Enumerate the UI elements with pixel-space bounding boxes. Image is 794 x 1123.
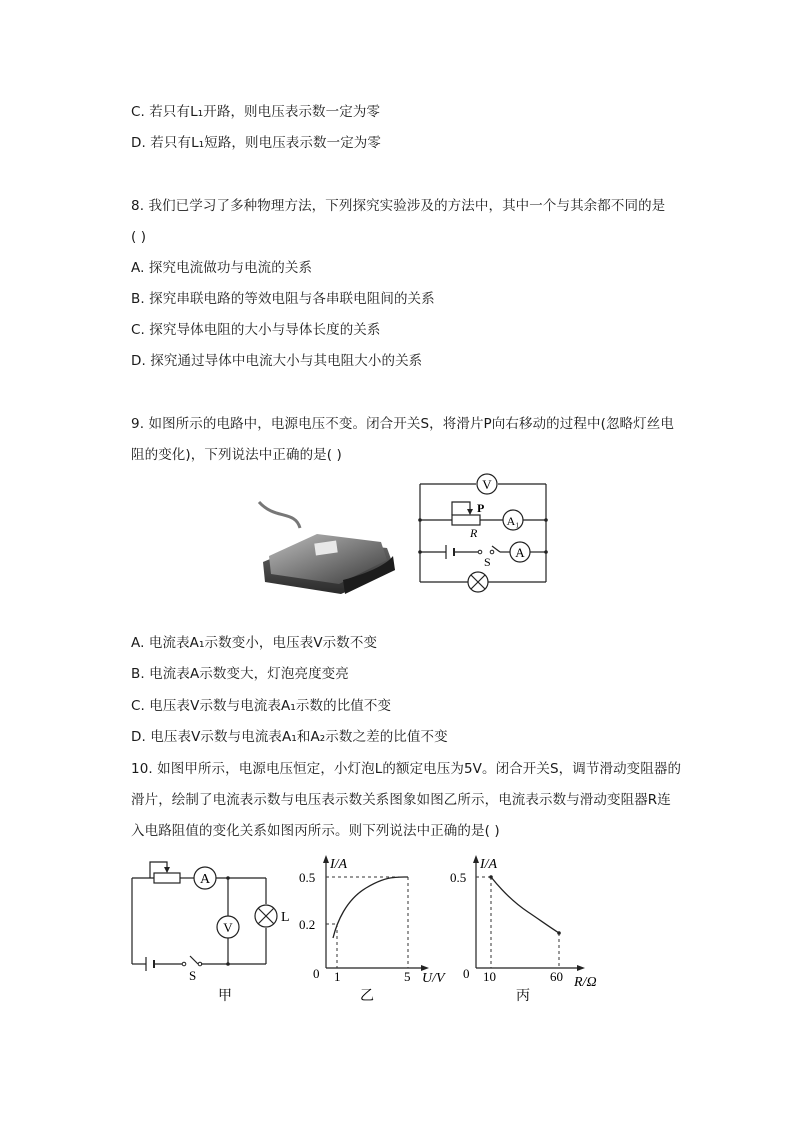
q10-yi-xtick-left: 1 <box>334 969 341 984</box>
q10-bing-ylabel: I/A <box>480 857 498 872</box>
q10-bing-caption: 丙 <box>516 988 530 1004</box>
q10-jia-voltmeter-label: V <box>223 920 233 935</box>
q10-bing-ytick-top: 0.5 <box>450 870 467 885</box>
q9-stem-line1: 9. 如图所示的电路中，电源电压不变。闭合开关S，将滑片P向右移动的过程中(忽略灯丝电 <box>131 416 674 432</box>
q10-fig-bing-graph <box>448 852 618 1007</box>
q9-ammeter-label: A <box>515 545 525 560</box>
q9-resistor-label: R <box>470 526 478 540</box>
q10-yi-origin: 0 <box>313 966 320 981</box>
q9-switch-label: S <box>484 555 491 569</box>
q10-yi-ytick-top: 0.5 <box>299 870 316 885</box>
q10-jia-lamp-label: L <box>281 910 290 925</box>
q10-bing-xlabel: R/Ω <box>574 975 597 990</box>
q9-voltmeter-label: V <box>482 477 492 492</box>
q9-option-c: C. 电压表V示数与电流表A₁示数的比值不变 <box>131 698 392 714</box>
q8-option-d: D. 探究通过导体中电流大小与其电阻大小的关系 <box>131 353 423 369</box>
q10-stem-line1: 10. 如图甲所示，电源电压恒定，小灯泡L的额定电压为5V。闭合开关S，调节滑动变阻器的 <box>131 761 682 777</box>
q8-stem-line1: 8. 我们已学习了多种物理方法，下列探究实验涉及的方法中，其中一个与其余都不同的是 <box>131 198 666 214</box>
q10-jia-ammeter-label: A <box>199 872 211 887</box>
q10-yi-xtick-right: 5 <box>404 969 411 984</box>
q8-option-a: A. 探究电流做功与电流的关系 <box>131 260 313 276</box>
q10-bing-xtick-left: 10 <box>483 969 496 984</box>
q9-ammeter1-label: A₁ <box>506 514 520 528</box>
q10-bing-xtick-right: 60 <box>550 969 563 984</box>
q10-stem-line3: 入电路阻值的变化关系如图丙所示。则下列说法中正确的是( ) <box>131 823 500 839</box>
q10-fig-yi-graph <box>296 852 456 1007</box>
q8-stem-line2: ( ) <box>131 229 147 245</box>
q10-yi-ylabel: I/A <box>330 857 348 872</box>
q10-bing-curve <box>491 877 559 933</box>
q7-option-c: C. 若只有L₁开路，则电压表示数一定为零 <box>131 104 381 120</box>
q7-option-d: D. 若只有L₁短路，则电压表示数一定为零 <box>131 135 382 151</box>
q10-bing-origin: 0 <box>463 966 470 981</box>
q9-stem-line2: 阻的变化)，下列说法中正确的是( ) <box>131 447 342 463</box>
q10-yi-curve <box>333 877 408 938</box>
q9-option-d: D. 电压表V示数与电流表A₁和A₂示数之差的比值不变 <box>131 729 448 745</box>
q10-jia-caption: 甲 <box>218 988 232 1004</box>
q10-jia-switch-label: S <box>189 968 197 983</box>
q10-yi-xlabel: U/V <box>422 971 445 986</box>
q8-option-c: C. 探究导体电阻的大小与导体长度的关系 <box>131 322 381 338</box>
q10-fig-jia-circuit <box>126 852 296 1007</box>
q9-option-b: B. 电流表A示数变大，灯泡亮度变亮 <box>131 666 349 682</box>
q9-slider-label: P <box>477 501 485 515</box>
q9-device-photo <box>255 490 400 600</box>
q9-option-a: A. 电流表A₁示数变小，电压表V示数不变 <box>131 635 378 651</box>
q9-circuit-diagram <box>408 470 558 600</box>
q10-stem-line2: 滑片，绘制了电流表示数与电压表示数关系图象如图乙所示，电流表示数与滑动变阻器R连 <box>131 792 671 808</box>
q10-yi-ytick-low: 0.2 <box>299 917 316 932</box>
q10-yi-caption: 乙 <box>360 988 374 1004</box>
q8-option-b: B. 探究串联电路的等效电阻与各串联电阻间的关系 <box>131 291 435 307</box>
